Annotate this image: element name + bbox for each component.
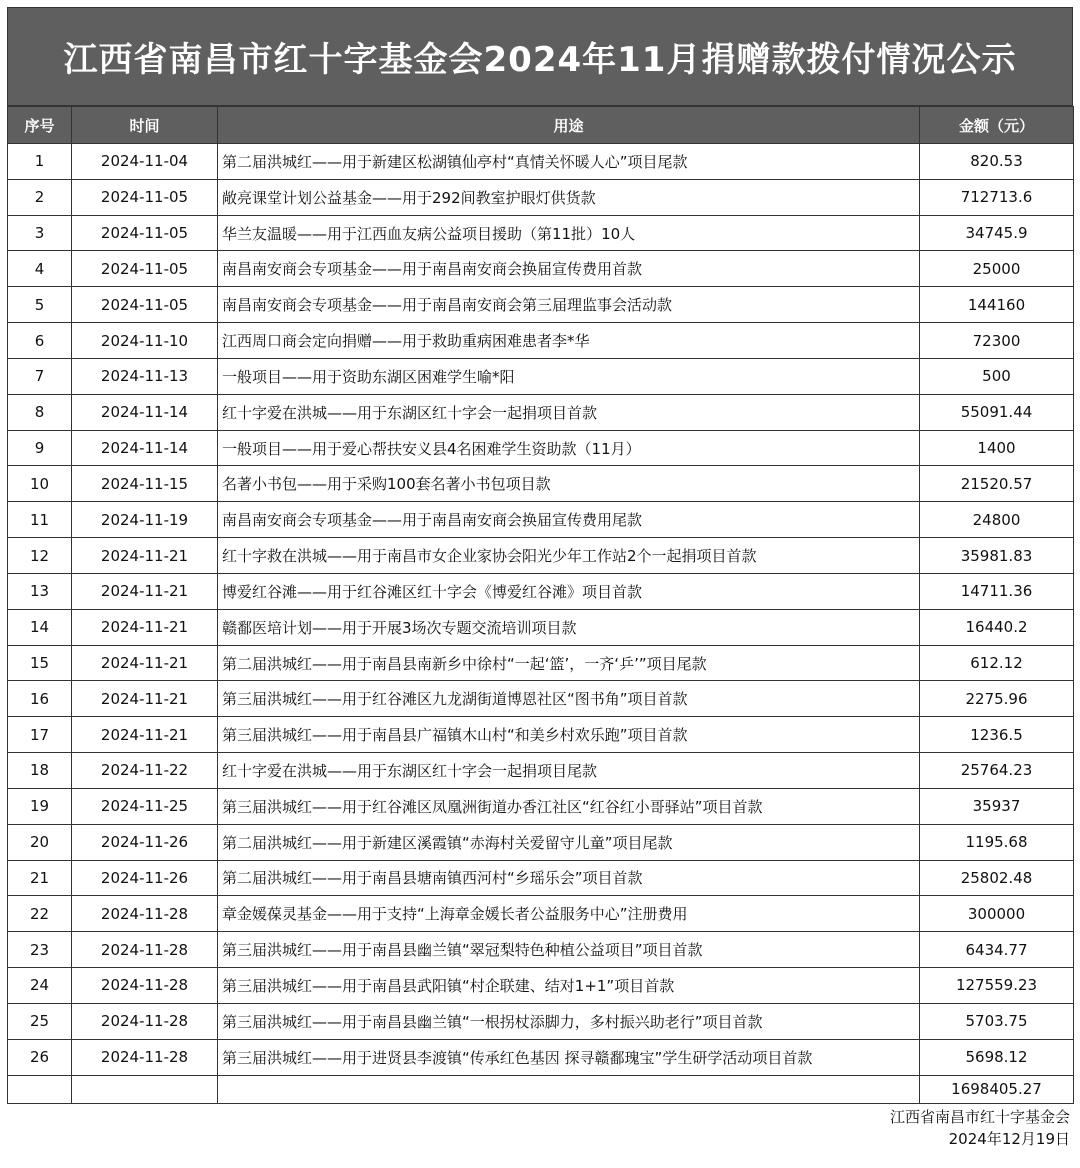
row-amount: 21520.57	[920, 466, 1074, 502]
row-use: 华兰友温暖——用于江西血友病公益项目援助（第11批）10人	[218, 215, 920, 251]
row-no: 19	[8, 788, 72, 824]
row-date: 2024-11-05	[72, 215, 218, 251]
row-amount: 35937	[920, 788, 1074, 824]
table-row	[8, 144, 1074, 180]
row-date: 2024-11-21	[72, 538, 218, 574]
row-no: 17	[8, 717, 72, 753]
row-date: 2024-11-25	[72, 788, 218, 824]
row-no: 2	[8, 179, 72, 215]
row-no: 20	[8, 824, 72, 860]
page-title: 江西省南昌市红十字基金会2024年11月捐赠款拨付情况公示	[7, 7, 1073, 106]
row-date: 2024-11-28	[72, 1039, 218, 1075]
header-use: 用途	[218, 107, 920, 144]
table-row	[8, 502, 1074, 538]
table-row	[8, 896, 1074, 932]
row-amount: 72300	[920, 323, 1074, 359]
table-header-row	[8, 107, 1074, 144]
total-amount: 1698405.27	[920, 1075, 1074, 1103]
row-date: 2024-11-21	[72, 609, 218, 645]
disbursement-sheet	[7, 7, 1073, 1104]
row-amount: 300000	[920, 896, 1074, 932]
row-amount: 35981.83	[920, 538, 1074, 574]
header-no: 序号	[8, 107, 72, 144]
table-row	[8, 860, 1074, 896]
row-no: 13	[8, 573, 72, 609]
footer-date: 2024年12月19日	[948, 1130, 1070, 1148]
row-no: 22	[8, 896, 72, 932]
total-row	[8, 1075, 1074, 1103]
row-date: 2024-11-28	[72, 932, 218, 968]
row-no: 15	[8, 645, 72, 681]
row-use: 红十字爱在洪城——用于东湖区红十字会一起捐项目尾款	[218, 753, 920, 789]
row-use: 南昌南安商会专项基金——用于南昌南安商会第三届理监事会活动款	[218, 287, 920, 323]
row-use: 第三届洪城红——用于进贤县李渡镇“传承红色基因 探寻赣鄱瑰宝”学生研学活动项目首款	[218, 1039, 920, 1075]
row-amount: 34745.9	[920, 215, 1074, 251]
row-use: 第三届洪城红——用于南昌县幽兰镇“翠冠梨特色种植公益项目”项目首款	[218, 932, 920, 968]
row-no: 11	[8, 502, 72, 538]
row-use: 第二届洪城红——用于新建区松湖镇仙亭村“真情关怀暖人心”项目尾款	[218, 144, 920, 180]
row-use: 红十字救在洪城——用于南昌市女企业家协会阳光少年工作站2个一起捐项目首款	[218, 538, 920, 574]
table-row	[8, 215, 1074, 251]
table-body	[8, 144, 1074, 1104]
row-use: 南昌南安商会专项基金——用于南昌南安商会换届宣传费用尾款	[218, 502, 920, 538]
row-amount: 16440.2	[920, 609, 1074, 645]
row-date: 2024-11-28	[72, 1003, 218, 1039]
row-amount: 25000	[920, 251, 1074, 287]
table-row	[8, 466, 1074, 502]
row-date: 2024-11-05	[72, 251, 218, 287]
row-no: 25	[8, 1003, 72, 1039]
row-date: 2024-11-19	[72, 502, 218, 538]
row-date: 2024-11-04	[72, 144, 218, 180]
table-row	[8, 609, 1074, 645]
row-date: 2024-11-21	[72, 573, 218, 609]
row-use: 第二届洪城红——用于新建区溪霞镇“赤海村关爱留守儿童”项目尾款	[218, 824, 920, 860]
row-no: 6	[8, 323, 72, 359]
row-no: 16	[8, 681, 72, 717]
table-row	[8, 538, 1074, 574]
row-date: 2024-11-22	[72, 753, 218, 789]
total-blank	[8, 1075, 72, 1103]
row-date: 2024-11-14	[72, 430, 218, 466]
table-row	[8, 717, 1074, 753]
row-date: 2024-11-26	[72, 824, 218, 860]
row-amount: 144160	[920, 287, 1074, 323]
row-amount: 820.53	[920, 144, 1074, 180]
row-no: 23	[8, 932, 72, 968]
row-use: 敞亮课堂计划公益基金——用于292间教室护眼灯供货款	[218, 179, 920, 215]
row-no: 9	[8, 430, 72, 466]
row-use: 名著小书包——用于采购100套名著小书包项目款	[218, 466, 920, 502]
row-use: 一般项目——用于爱心帮扶安义县4名困难学生资助款（11月）	[218, 430, 920, 466]
table-row	[8, 932, 1074, 968]
row-amount: 1195.68	[920, 824, 1074, 860]
row-date: 2024-11-13	[72, 358, 218, 394]
row-amount: 1236.5	[920, 717, 1074, 753]
row-use: 南昌南安商会专项基金——用于南昌南安商会换届宣传费用首款	[218, 251, 920, 287]
table-row	[8, 1039, 1074, 1075]
table-row	[8, 788, 1074, 824]
row-use: 第三届洪城红——用于红谷滩区九龙湖街道博恩社区“图书角”项目首款	[218, 681, 920, 717]
row-amount: 500	[920, 358, 1074, 394]
table-row	[8, 753, 1074, 789]
row-no: 1	[8, 144, 72, 180]
row-use: 博爱红谷滩——用于红谷滩区红十字会《博爱红谷滩》项目首款	[218, 573, 920, 609]
row-amount: 2275.96	[920, 681, 1074, 717]
row-amount: 612.12	[920, 645, 1074, 681]
row-date: 2024-11-21	[72, 645, 218, 681]
table-row	[8, 824, 1074, 860]
table-row	[8, 358, 1074, 394]
row-use: 第三届洪城红——用于南昌县武阳镇“村企联建、结对1+1”项目首款	[218, 968, 920, 1004]
row-date: 2024-11-14	[72, 394, 218, 430]
row-date: 2024-11-21	[72, 717, 218, 753]
row-amount: 5703.75	[920, 1003, 1074, 1039]
table-row	[8, 179, 1074, 215]
table-row	[8, 394, 1074, 430]
total-blank	[72, 1075, 218, 1103]
header-date: 时间	[72, 107, 218, 144]
row-use: 第三届洪城红——用于南昌县广福镇木山村“和美乡村欢乐跑”项目首款	[218, 717, 920, 753]
row-use: 第三届洪城红——用于红谷滩区凤凰洲街道办香江社区“红谷红小哥驿站”项目首款	[218, 788, 920, 824]
row-no: 8	[8, 394, 72, 430]
row-amount: 25802.48	[920, 860, 1074, 896]
row-no: 14	[8, 609, 72, 645]
row-use: 章金媛葆灵基金——用于支持“上海章金媛长者公益服务中心”注册费用	[218, 896, 920, 932]
footer-org: 江西省南昌市红十字基金会	[889, 1108, 1070, 1126]
row-no: 7	[8, 358, 72, 394]
row-amount: 6434.77	[920, 932, 1074, 968]
row-amount: 127559.23	[920, 968, 1074, 1004]
row-date: 2024-11-28	[72, 968, 218, 1004]
total-blank	[218, 1075, 920, 1103]
table-row	[8, 968, 1074, 1004]
footer	[890, 1106, 1070, 1150]
row-use: 第二届洪城红——用于南昌县南新乡中徐村“一起‘篮’，一齐‘乒’”项目尾款	[218, 645, 920, 681]
row-date: 2024-11-05	[72, 287, 218, 323]
row-date: 2024-11-05	[72, 179, 218, 215]
table-row	[8, 573, 1074, 609]
row-date: 2024-11-15	[72, 466, 218, 502]
row-no: 24	[8, 968, 72, 1004]
row-use: 一般项目——用于资助东湖区困难学生喻*阳	[218, 358, 920, 394]
row-no: 12	[8, 538, 72, 574]
table-row	[8, 645, 1074, 681]
row-amount: 1400	[920, 430, 1074, 466]
row-use: 赣鄱医培计划——用于开展3场次专题交流培训项目款	[218, 609, 920, 645]
row-use: 红十字爱在洪城——用于东湖区红十字会一起捐项目首款	[218, 394, 920, 430]
header-amount: 金额（元）	[920, 107, 1074, 144]
row-amount: 5698.12	[920, 1039, 1074, 1075]
row-no: 26	[8, 1039, 72, 1075]
row-amount: 14711.36	[920, 573, 1074, 609]
row-date: 2024-11-21	[72, 681, 218, 717]
table-row	[8, 323, 1074, 359]
row-amount: 25764.23	[920, 753, 1074, 789]
row-use: 第二届洪城红——用于南昌县塘南镇西河村“乡瑶乐会”项目首款	[218, 860, 920, 896]
disbursement-table	[7, 106, 1074, 1104]
row-use: 第三届洪城红——用于南昌县幽兰镇“一根拐杖添脚力，多村振兴助老行”项目首款	[218, 1003, 920, 1039]
row-use: 江西周口商会定向捐赠——用于救助重病困难患者李*华	[218, 323, 920, 359]
row-no: 21	[8, 860, 72, 896]
row-amount: 55091.44	[920, 394, 1074, 430]
row-amount: 712713.6	[920, 179, 1074, 215]
row-amount: 24800	[920, 502, 1074, 538]
table-row	[8, 287, 1074, 323]
row-no: 5	[8, 287, 72, 323]
row-no: 18	[8, 753, 72, 789]
row-date: 2024-11-10	[72, 323, 218, 359]
table-row	[8, 1003, 1074, 1039]
table-row	[8, 251, 1074, 287]
row-no: 4	[8, 251, 72, 287]
row-date: 2024-11-28	[72, 896, 218, 932]
table-row	[8, 430, 1074, 466]
table-row	[8, 681, 1074, 717]
row-date: 2024-11-26	[72, 860, 218, 896]
row-no: 10	[8, 466, 72, 502]
row-no: 3	[8, 215, 72, 251]
